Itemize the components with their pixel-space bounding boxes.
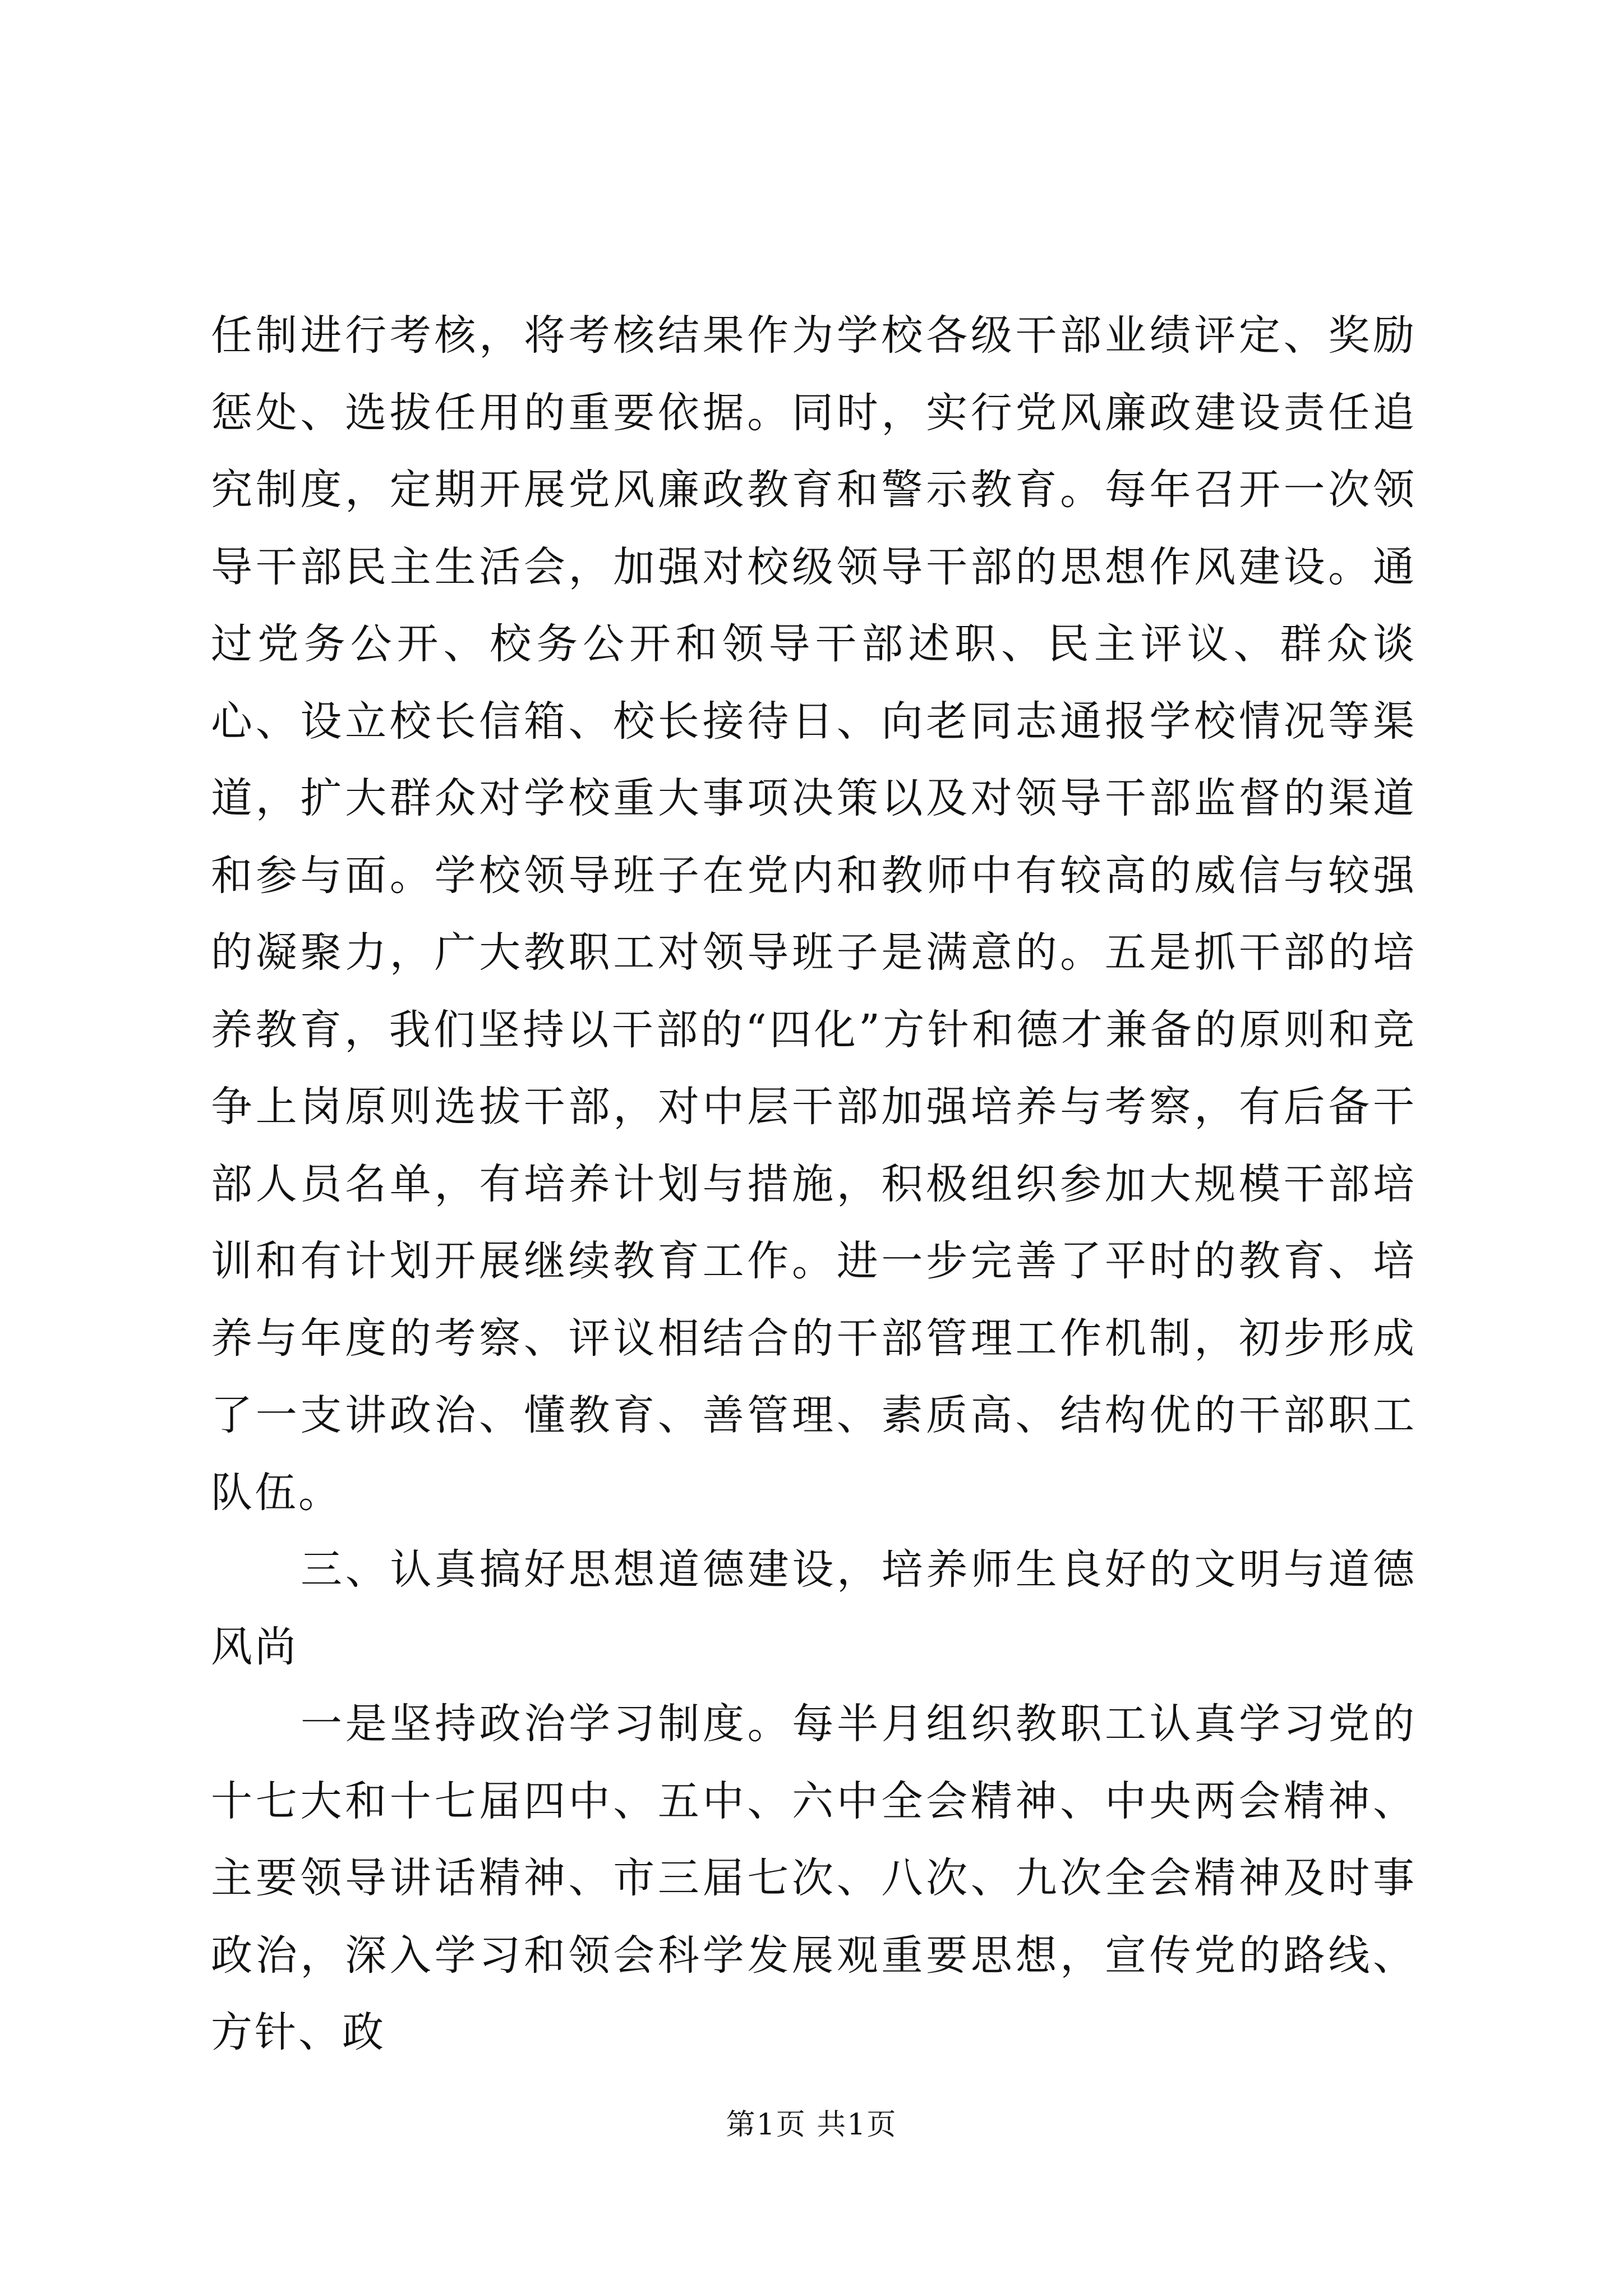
page-footer: 第1页 共1页 <box>726 2108 897 2142</box>
paragraph: 一是坚持政治学习制度。每半月组织教职工认真学习党的十七大和十七届四中、五中、六中全会精神、中央两会精神、主要领导讲话精神、市三届七次、八次、九次全会精神及时事政治，深入学习和领会科学发展观重要思想，宣传党的路线、方针、政 <box>211 1700 1417 2056</box>
paragraph-continuation: 任制进行考核，将考核结果作为学校各级干部业绩评定、奖励惩处、选拔任用的重要依据。同时，实行党风廉政建设责任追究制度，定期开展党风廉政教育和警示教育。每年召开一次领导干部民主生活会，加强对校级领导干部的思想作风建设。通过党务公开、校务公开和领导干部述职、民主评议、群众谈心、设立校长信箱、校长接待日、向老同志通报学校情况等渠道，扩大群众对学校重大事项决策以及对领导干部监督的渠道和参与面。学校领导班子在党内和教师中有较高的威信与较强的凝聚力，广大教职工对领导班子是满意的。五是抓干部的培养教育，我们坚持以干部的“四化”方针和德才兼备的原则和竞争上岗原则选拔干部，对中层干部加强培养与考察，有后备干部人员名单，有培养计划与措施，积极组织参加大规模干部培训和有计划开展继续教育工作。进一步完善了平时的教育、培养与年度的考察、评议相结合的干部管理工作机制，初步形成了一支讲政治、懂教育、善管理、素质高、结构优的干部职工队伍。 <box>211 311 1417 1517</box>
section-heading: 三、认真搞好思想道德建设，培养师生良好的文明与道德风尚 <box>211 1545 1417 1671</box>
document-body <box>211 297 1417 2072</box>
